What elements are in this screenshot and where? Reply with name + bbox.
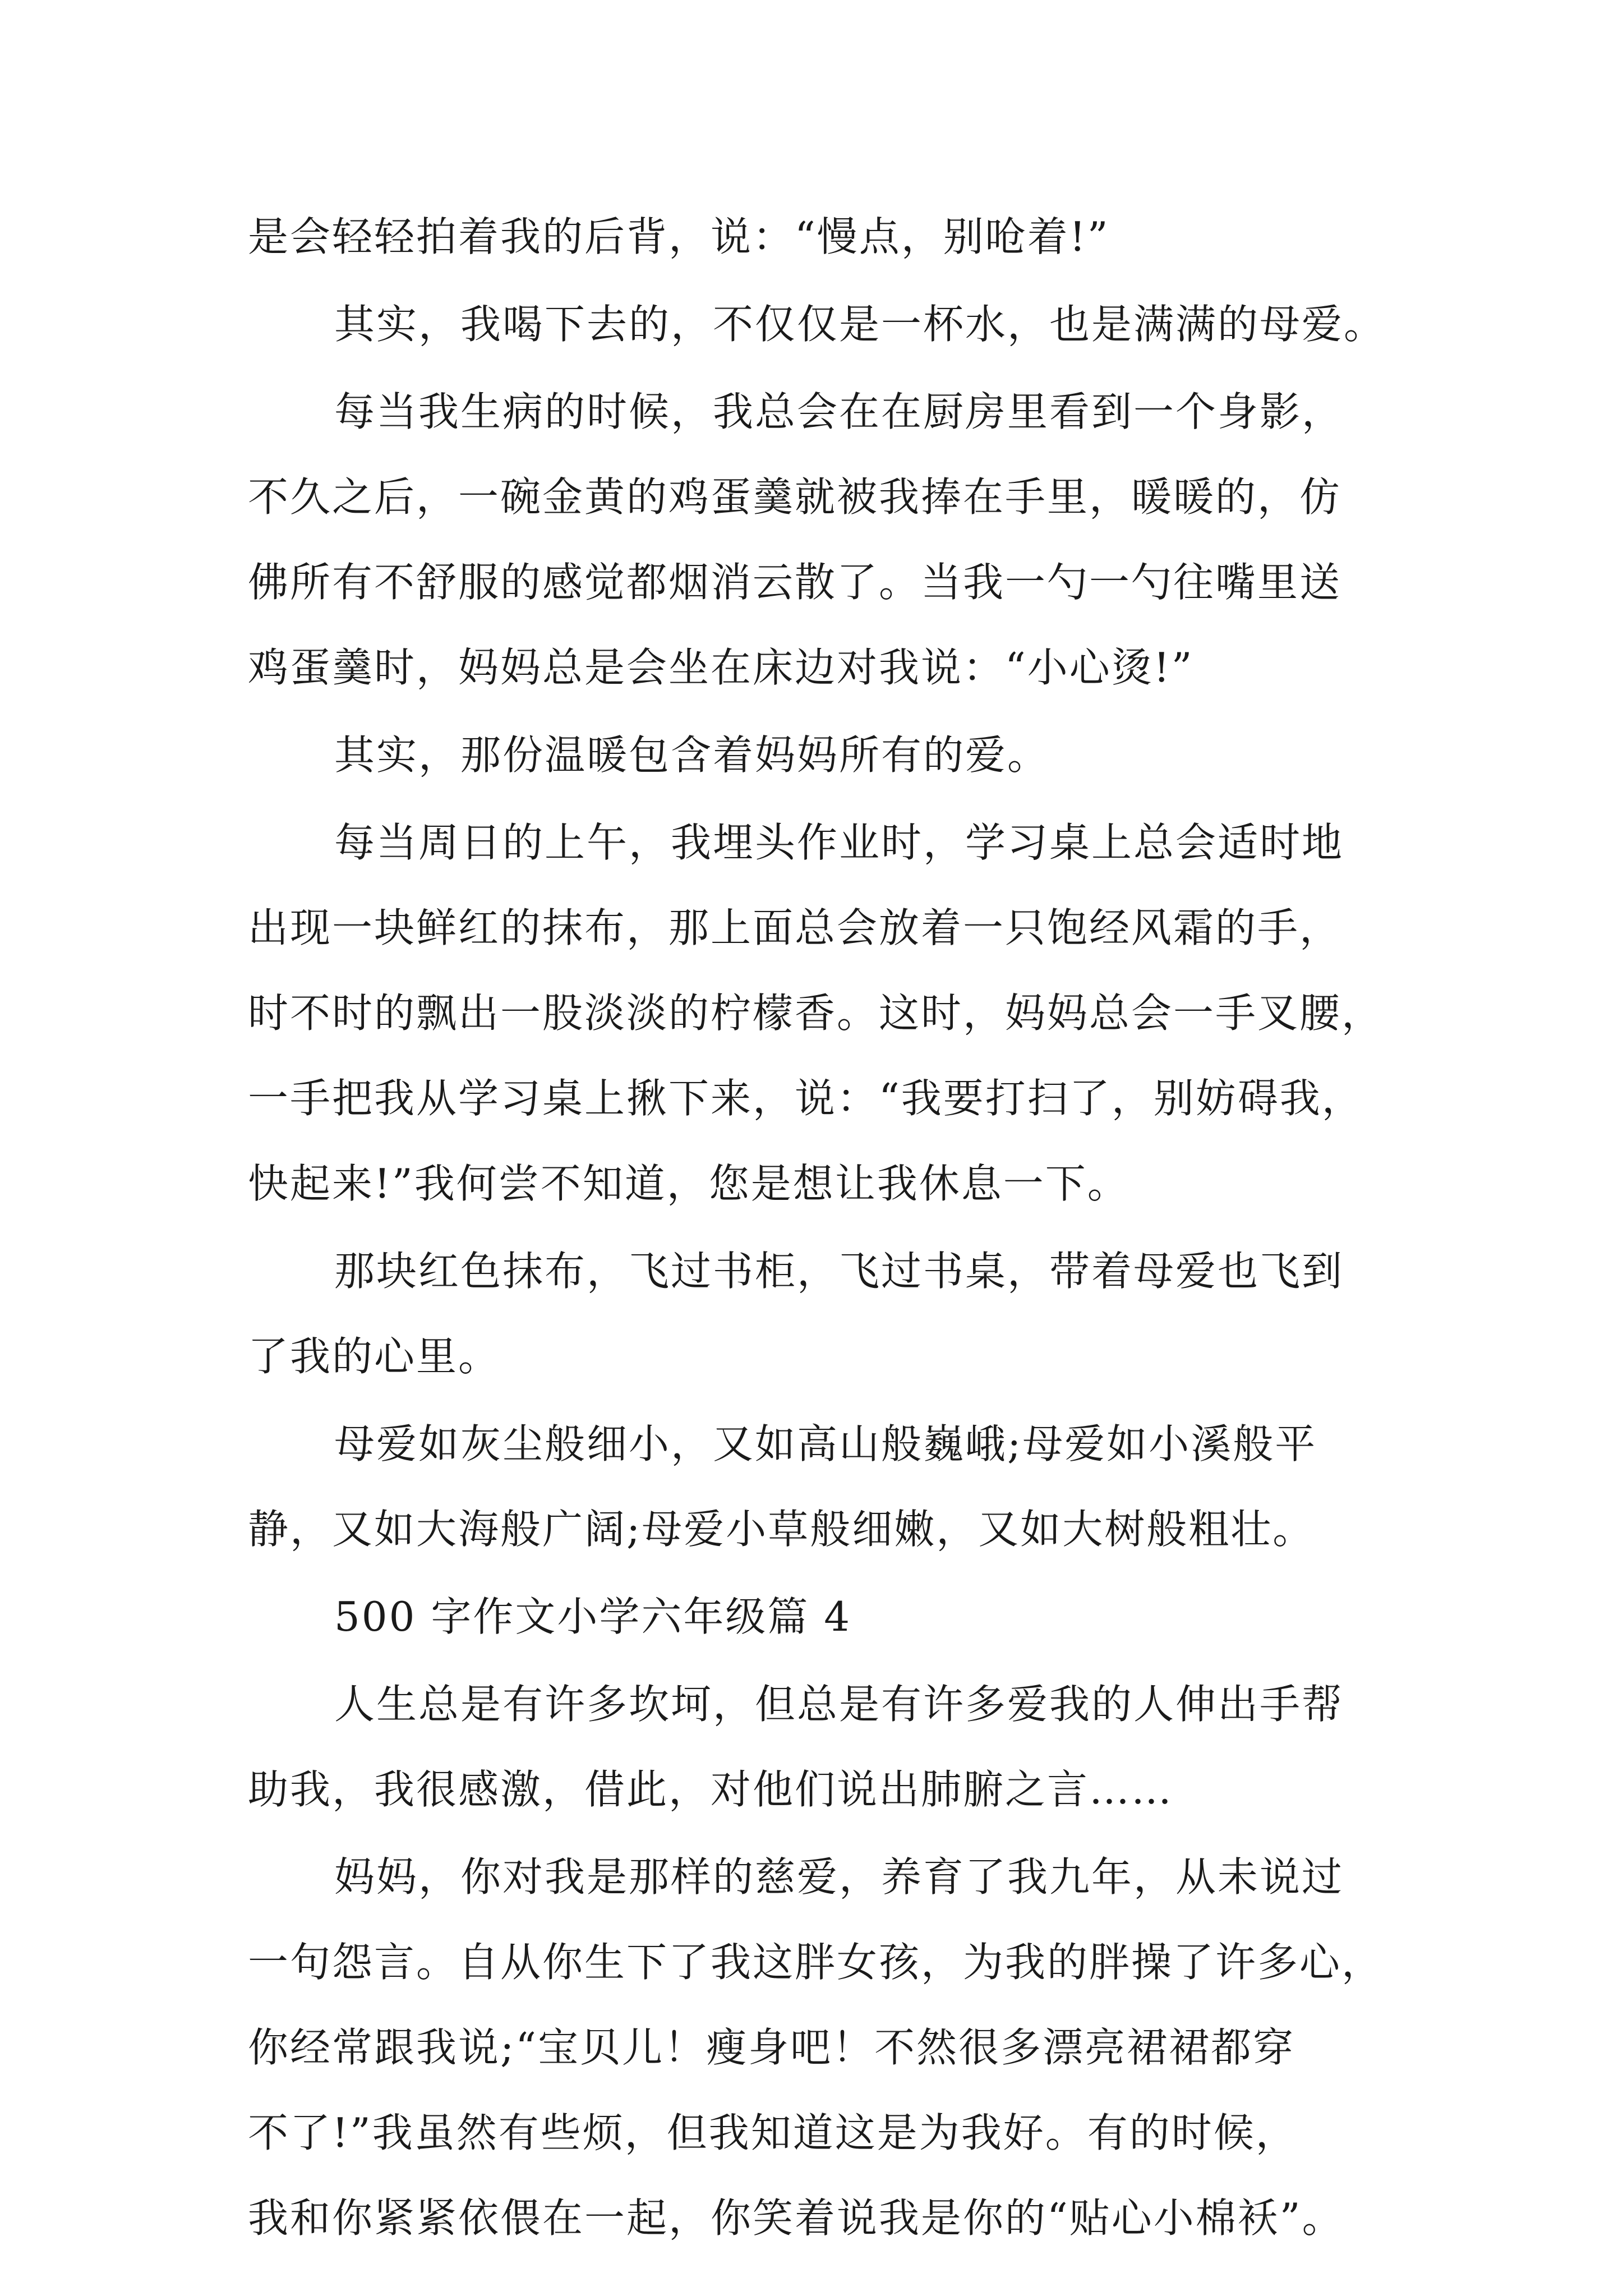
text-line: 了我的心里。 — [248, 1333, 501, 1380]
text-line: 母爱如灰尘般细小，又如高山般巍峨;母爱如小溪般平 — [334, 1420, 1317, 1467]
text-line: 人生总是有许多坎坷，但总是有许多爱我的人伸出手帮 — [334, 1681, 1344, 1728]
section-heading: 500 字作文小学六年级篇 4 — [334, 1593, 852, 1640]
text-line: 不久之后，一碗金黄的鸡蛋羹就被我捧在手里，暖暖的，仿 — [248, 473, 1342, 521]
text-line: 其实，我喝下去的，不仅仅是一杯水，也是满满的母爱。 — [334, 301, 1386, 348]
text-line: 一句怨言。自从你生下了我这胖女孩，为我的胖操了许多心， — [248, 1939, 1384, 1986]
text-line: 出现一块鲜红的抹布，那上面总会放着一只饱经风霜的手， — [248, 904, 1342, 951]
text-line: 助我，我很感激，借此，对他们说出肺腑之言…… — [248, 1766, 1174, 1813]
text-line: 你经常跟我说;“宝贝儿！瘦身吧！不然很多漂亮裙裙都穿 — [248, 2024, 1295, 2071]
text-line: 时不时的飘出一股淡淡的柠檬香。这时，妈妈总会一手叉腰， — [248, 990, 1384, 1037]
text-line: 每当周日的上午，我埋头作业时，学习桌上总会适时地 — [334, 819, 1344, 866]
text-line: 是会轻轻拍着我的后背，说：“慢点，别呛着!” — [248, 213, 1110, 260]
text-line: 静，又如大海般广阔;母爱小草般细嫩，又如大树般粗壮。 — [248, 1506, 1315, 1553]
text-line: 那块红色抹布，飞过书柜，飞过书桌，带着母爱也飞到 — [334, 1248, 1344, 1295]
text-line: 不了!”我虽然有些烦，但我知道这是为我好。有的时候， — [248, 2109, 1298, 2156]
text-line: 每当我生病的时候，我总会在在厨房里看到一个身影， — [334, 388, 1344, 435]
text-line: 我和你紧紧依偎在一起，你笑着说我是你的“贴心小棉袄”。 — [248, 2194, 1344, 2242]
text-line: 快起来!”我何尝不知道，您是想让我休息一下。 — [248, 1160, 1129, 1207]
text-line: 其实，那份温暖包含着妈妈所有的爱。 — [334, 731, 1050, 779]
text-line: 佛所有不舒服的感觉都烟消云散了。当我一勺一勺往嘴里送 — [248, 559, 1342, 606]
text-line: 妈妈，你对我是那样的慈爱，养育了我九年，从未说过 — [334, 1853, 1344, 1901]
text-line: 鸡蛋羹时，妈妈总是会坐在床边对我说：“小心烫!” — [248, 644, 1194, 691]
text-line: 一手把我从学习桌上揪下来，说：“我要打扫了，别妨碍我， — [248, 1075, 1364, 1122]
